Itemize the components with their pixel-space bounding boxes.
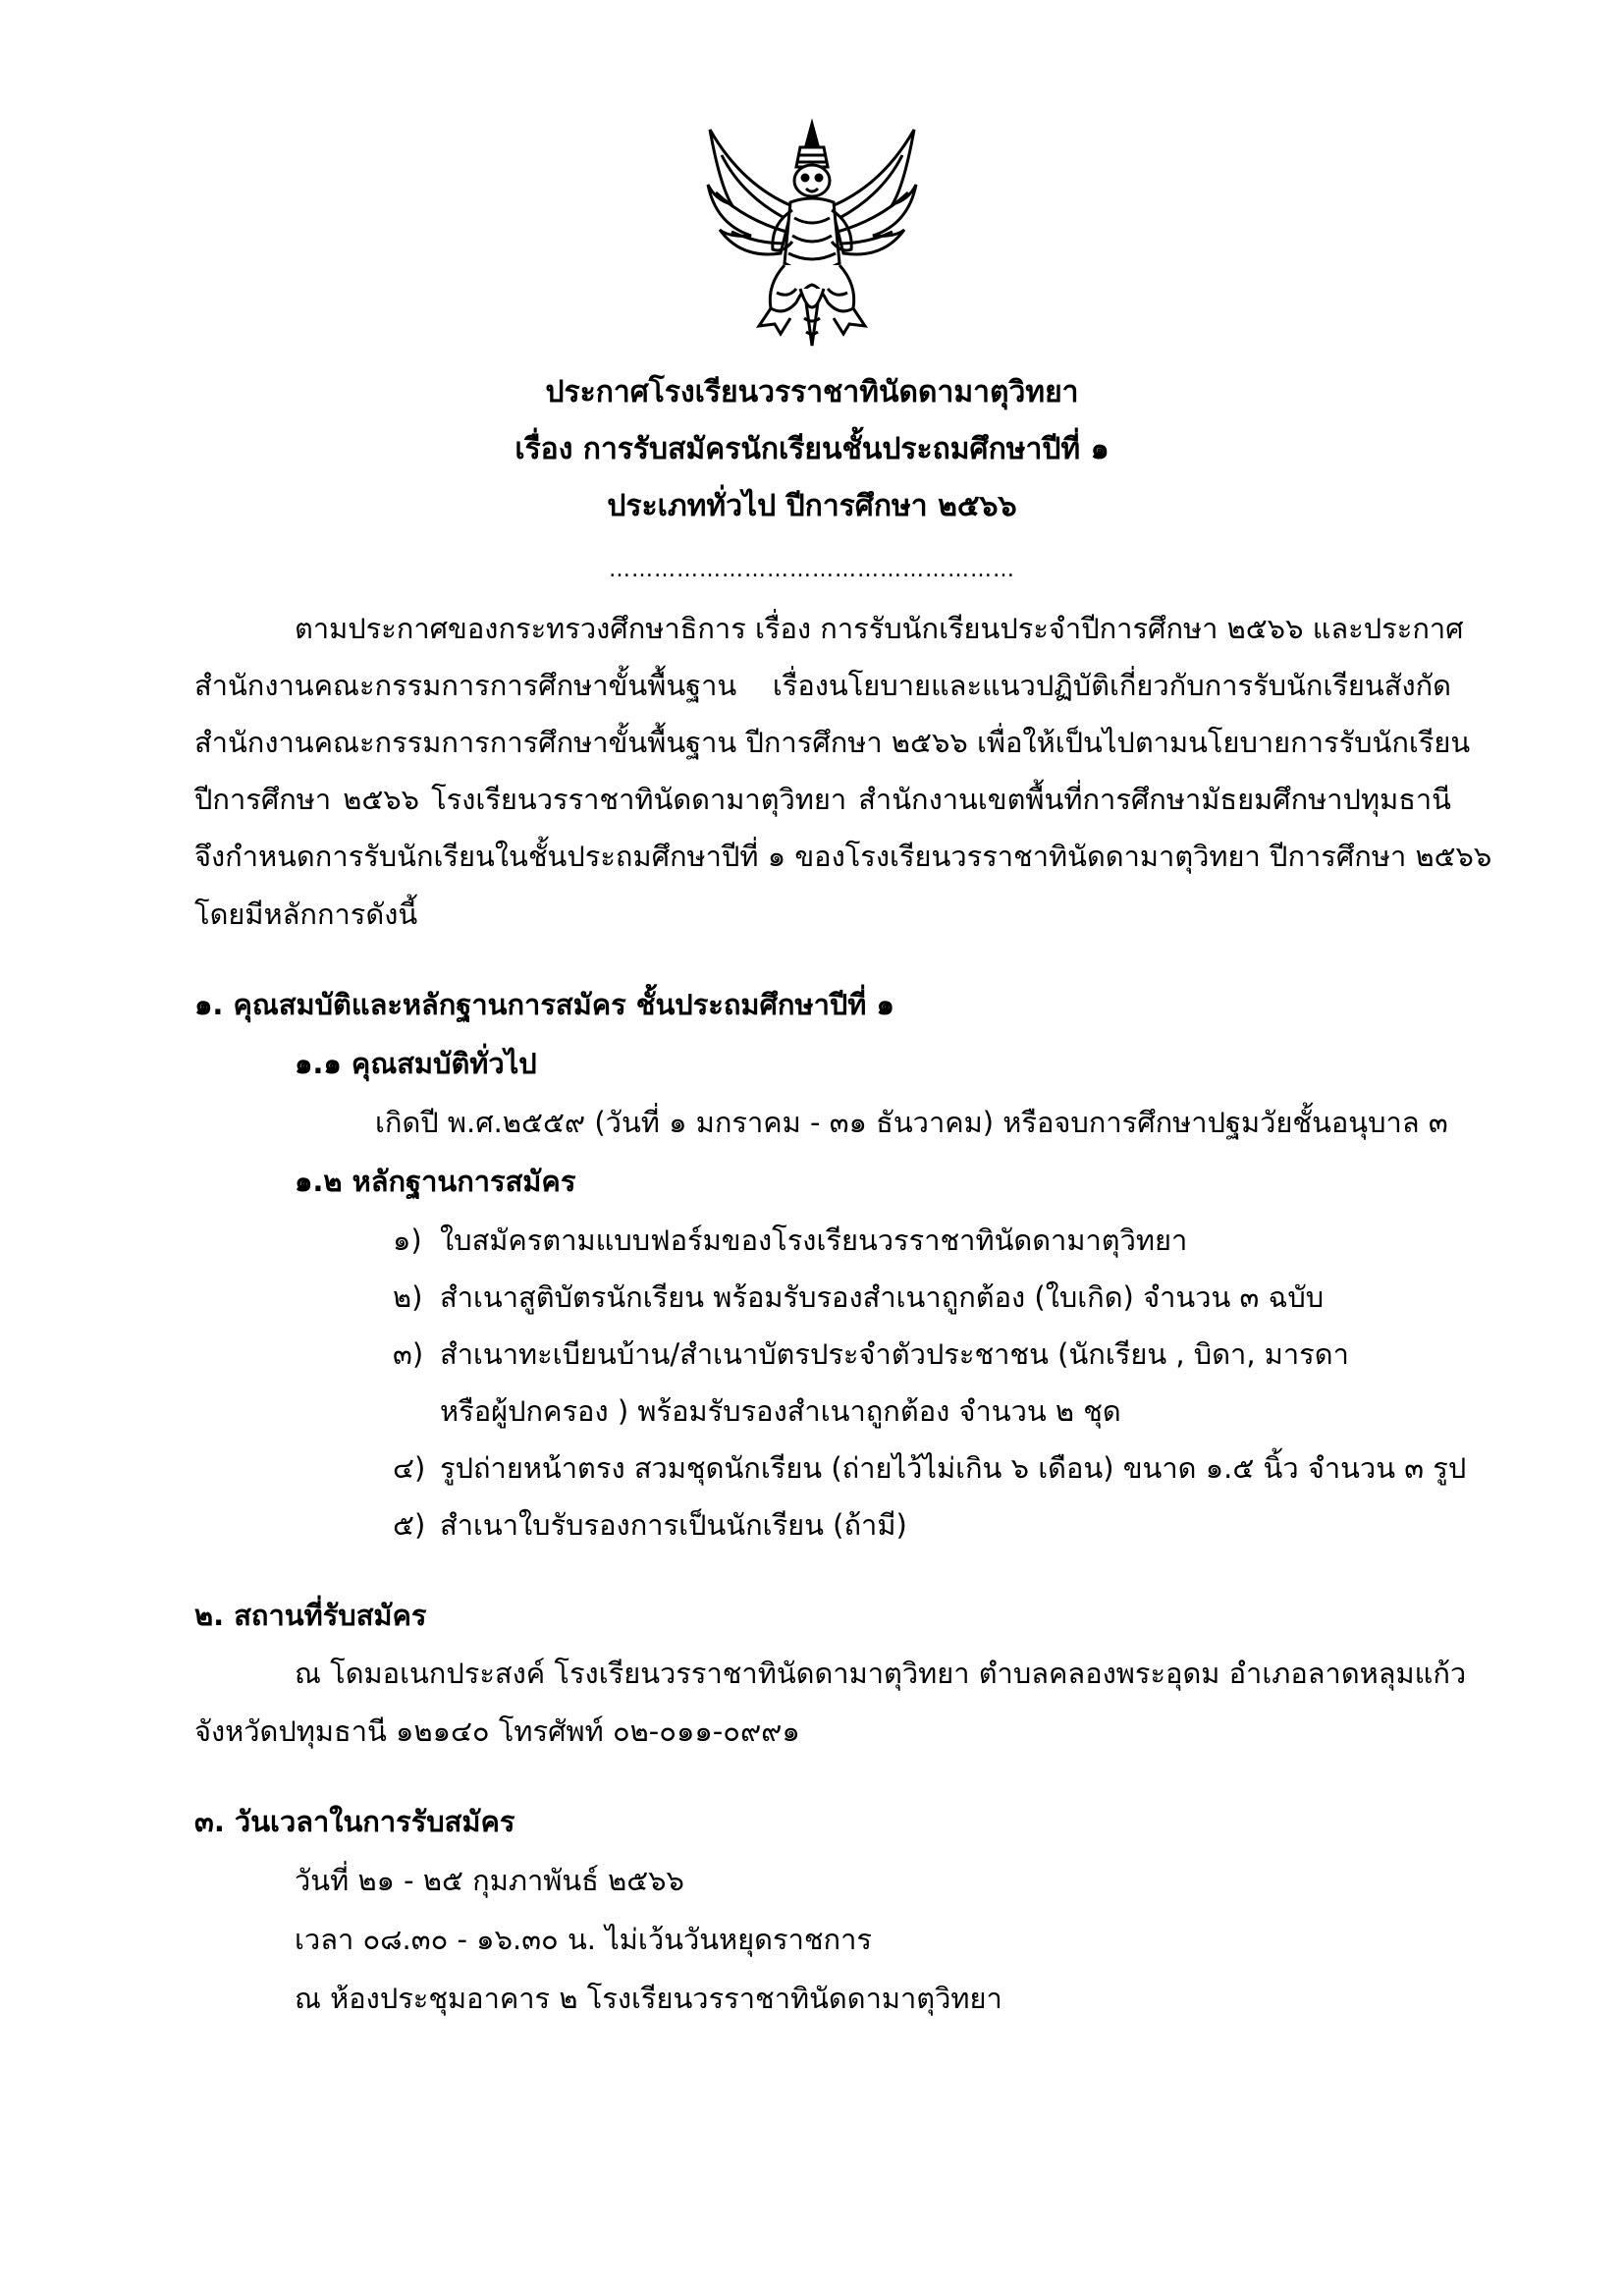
section-2-heading: ๒. สถานที่รับสมัคร [194, 1599, 427, 1632]
list-item-continuation: หรือผู้ปกครอง ) พร้อมรับรองสำเนาถูกต้อง จำนวน ๒ ชุด [440, 1394, 1121, 1428]
list-item: สำเนาใบรับรองการเป็นนักเรียน (ถ้ามี) [440, 1508, 907, 1542]
list-item: รูปถ่ายหน้าตรง สวมชุดนักเรียน (ถ่ายไว้ไม่เกิน ๖ เดือน) ขนาด ๑.๕ นิ้ว จำนวน ๓ รูป [440, 1451, 1467, 1485]
section-2-line: จังหวัดปทุมธานี ๑๒๑๔๐ โทรศัพท์ ๐๒-๐๑๑-๐๙๙๑ [194, 1714, 800, 1748]
section-2-line: ณ โดมอเนกประสงค์ โรงเรียนวรราชาทินัดดามาตุวิทยา ตำบลคลองพระอุดม อำเภอลาดหลุมแก้ว [295, 1657, 1467, 1690]
section-3-heading: ๓. วันเวลาในการรับสมัคร [194, 1805, 515, 1838]
list-item-number: ๔) [393, 1451, 426, 1485]
list-item-number: ๓) [393, 1337, 424, 1371]
section-3-line: เวลา ๐๘.๓๐ - ๑๖.๓๐ น. ไม่เว้นวันหยุดราชการ [295, 1923, 872, 1956]
section-1-2-heading: ๑.๒ หลักฐานการสมัคร [295, 1165, 576, 1198]
list-item-number: ๒) [393, 1280, 423, 1314]
announcement-title: ประกาศโรงเรียนวรราชาทินัดดามาตุวิทยา [545, 375, 1079, 409]
title-separator: ……………………………………………… [609, 558, 1015, 582]
list-item-number: ๑) [393, 1224, 422, 1257]
list-item: สำเนาทะเบียนบ้าน/สำเนาบัตรประจำตัวประชาชน (นักเรียน , บิดา, มารดา [440, 1337, 1349, 1371]
garuda-emblem [702, 116, 922, 352]
intro-line: ตามประกาศของกระทรวงศึกษาธิการ เรื่อง การรับนักเรียนประจำปีการศึกษา ๒๕๖๖ และประกาศ [295, 612, 1464, 645]
section-3-line: วันที่ ๒๑ - ๒๕ กุมภาพันธ์ ๒๕๖๖ [295, 1864, 684, 1897]
list-item-number: ๕) [393, 1508, 426, 1542]
section-1-1-text: เกิดปี พ.ศ.๒๕๕๙ (วันที่ ๑ มกราคม - ๓๑ ธันวาคม) หรือจบการศึกษาปฐมวัยชั้นอนุบาล ๓ [375, 1106, 1448, 1139]
section-1-1-heading: ๑.๑ คุณสมบัติทั่วไป [295, 1047, 537, 1080]
announcement-subject: เรื่อง การรับสมัครนักเรียนชั้นประถมศึกษาปีที่ ๑ [514, 432, 1110, 466]
list-item: ใบสมัครตามแบบฟอร์มของโรงเรียนวรราชาทินัดดามาตุวิทยา [440, 1224, 1188, 1257]
announcement-category: ประเภททั่วไป ปีการศึกษา ๒๕๖๖ [607, 489, 1017, 523]
intro-line: ปีการศึกษา ๒๕๖๖ โรงเรียนวรราชาทินัดดามาตุวิทยา สำนักงานเขตพื้นที่การศึกษามัธยมศึกษาปทุมธานี [194, 783, 1451, 816]
intro-line: สำนักงานคณะกรรมการการศึกษาขั้นพื้นฐาน ปีการศึกษา ๒๕๖๖ เพื่อให้เป็นไปตามนโยบายการรับนักเรียน [194, 726, 1471, 759]
intro-line: จึงกำหนดการรับนักเรียนในชั้นประถมศึกษาปีที่ ๑ ของโรงเรียนวรราชาทินัดดามาตุวิทยา ปีการศึกษา ๒๕๖๖ [194, 840, 1492, 873]
list-item: สำเนาสูติบัตรนักเรียน พร้อมรับรองสำเนาถูกต้อง (ใบเกิด) จำนวน ๓ ฉบับ [440, 1280, 1325, 1314]
intro-line: โดยมีหลักการดังนี้ [194, 898, 418, 931]
intro-line: สำนักงานคณะกรรมการการศึกษาขั้นพื้นฐาน เรื่องนโยบายและแนวปฏิบัติเกี่ยวกับการรับนักเรียนสังกัด [194, 669, 1451, 702]
section-3-line: ณ ห้องประชุมอาคาร ๒ โรงเรียนวรราชาทินัดดามาตุวิทยา [295, 1982, 1002, 2015]
section-1-heading: ๑. คุณสมบัติและหลักฐานการสมัคร ชั้นประถมศึกษาปีที่ ๑ [194, 988, 894, 1021]
